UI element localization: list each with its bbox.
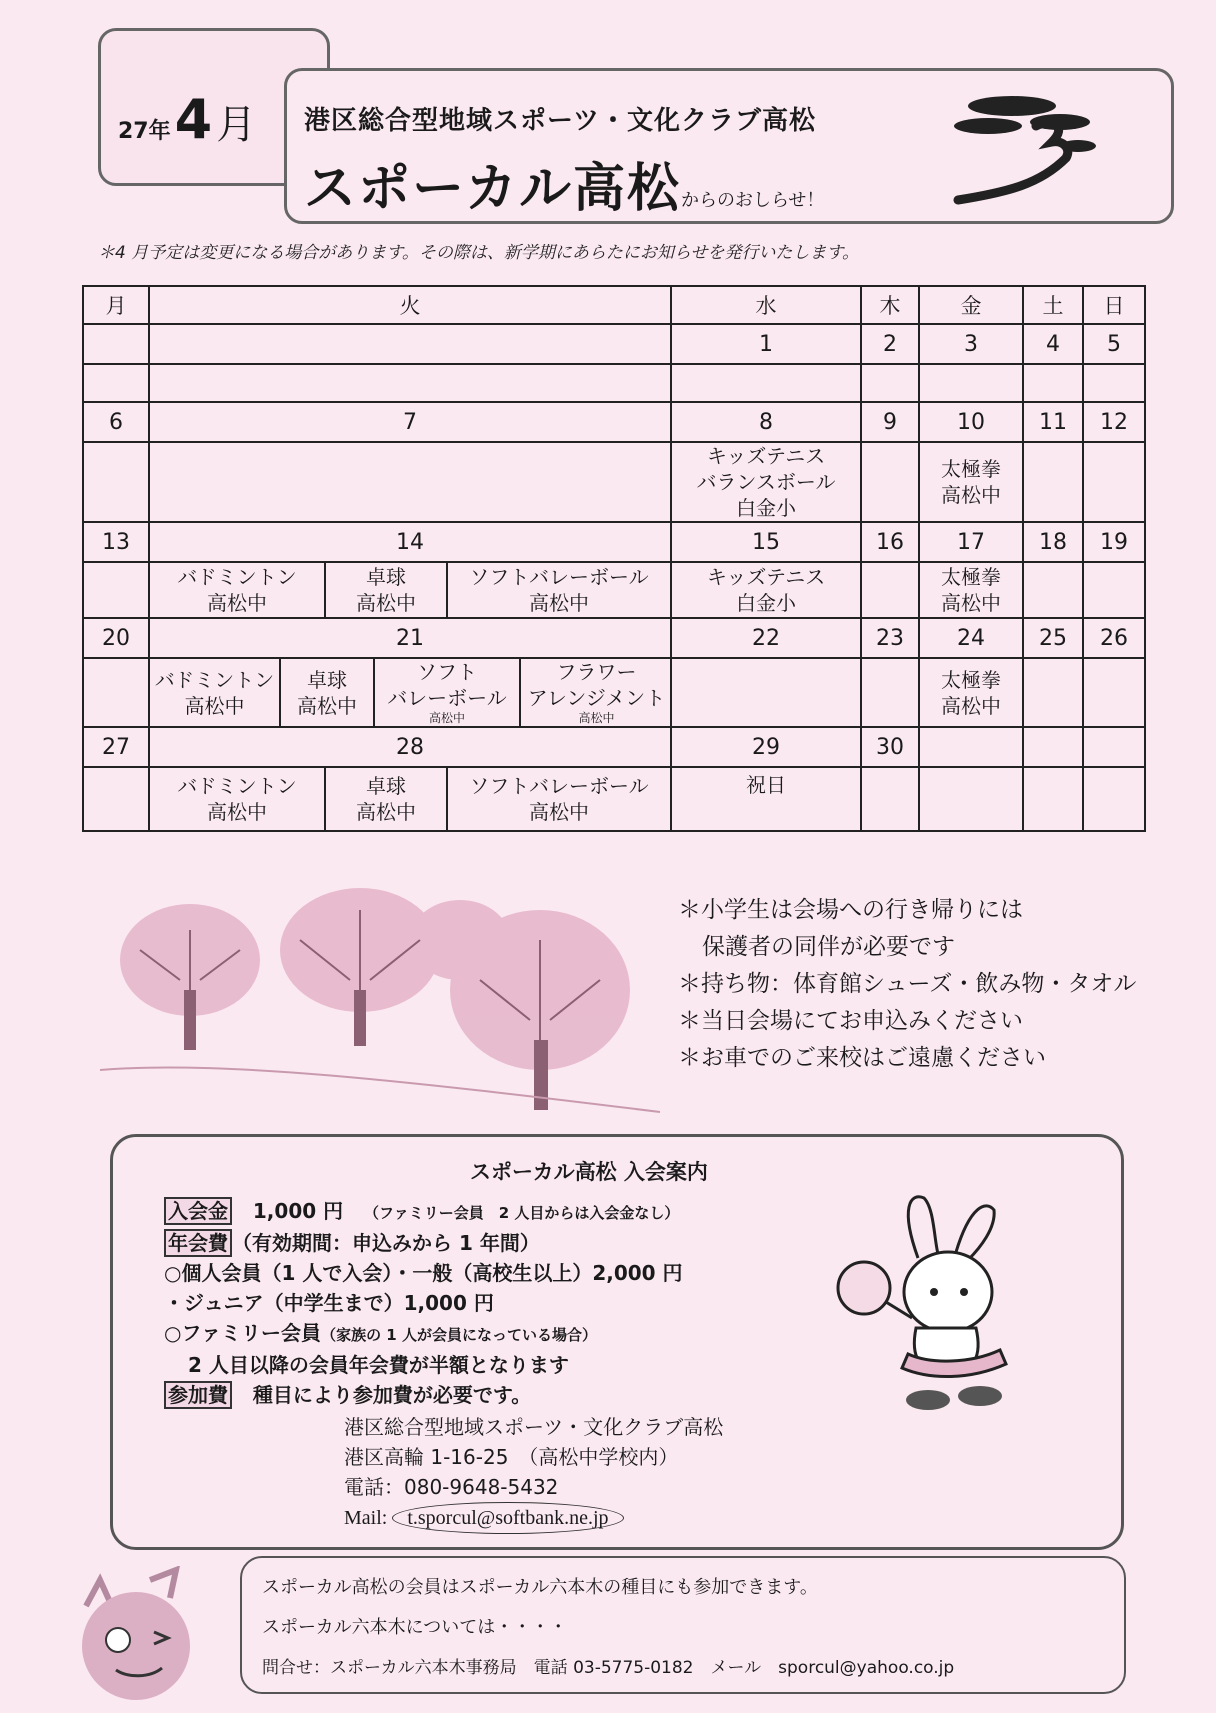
join-guide-body: 入会金 1,000 円 （ファミリー会員 2 人目からは入会金なし） 年会費 （有効期間：申込みから 1 年間） ○個人会員（1 人で入会）・一般（高校生以上）2,000 円 ・ジュニア（中学生まで）1,000 円 ○ファミリー会員（家族の 1 人が会員になっている場合） 2 人目以降の会員年会費が半額となります 参加費 種目により参加費が必要です。 <box>164 1199 683 1407</box>
fee-label: 入会金 <box>164 1197 232 1225</box>
week-2-activities <box>83 442 1145 522</box>
activity-taichi: 太極拳 高松中 <box>919 658 1023 727</box>
date-cell <box>83 324 149 364</box>
activity-badminton: バドミントン 高松中 <box>150 659 280 726</box>
activity-table-tennis: 卓球 高松中 <box>280 659 374 726</box>
page-title: スポーカル高松からのおしらせ！ <box>304 159 825 219</box>
date-cell: 30 <box>861 727 919 767</box>
schedule-calendar <box>82 285 1146 832</box>
activity-soft-volleyball: ソフトバレーボール 高松中 <box>447 767 671 831</box>
date-cell: 20 <box>83 618 149 658</box>
activity-taichi: 太極拳 高松中 <box>919 442 1023 522</box>
date-cell: 5 <box>1083 324 1145 364</box>
date-cell: 27 <box>83 727 149 767</box>
date-cell: 11 <box>1023 402 1083 442</box>
date-cell: 2 <box>861 324 919 364</box>
notice-item: ＊お車でのご来校はご遠慮ください <box>678 1045 1046 1071</box>
activity-taichi: 太極拳 高松中 <box>919 562 1023 618</box>
notice-item: 保護者の同伴が必要です <box>702 934 955 960</box>
date-cell: 28 <box>149 727 671 767</box>
participation-fee-label: 参加費 <box>164 1381 232 1409</box>
week-1-activities <box>83 364 1145 402</box>
date-cell: 8 <box>671 402 861 442</box>
date-cell: 14 <box>149 522 671 562</box>
week-5-dates <box>83 727 1145 767</box>
date-cell: 26 <box>1083 618 1145 658</box>
date-cell <box>1083 727 1145 767</box>
date-cell: 7 <box>149 402 671 442</box>
week-4-dates <box>83 618 1145 658</box>
date-cell: 25 <box>1023 618 1083 658</box>
date-cell <box>919 727 1023 767</box>
rokuhongi-info: スポーカル高松の会員はスポーカル六本木の種目にも参加できます。 スポーカル六本木については・・・・ 問合せ：スポーカル六本木事務局 電話 03-5775-0182 メール sporcul@yahoo.co.jp <box>262 1577 955 1678</box>
contact-info: 港区総合型地域スポーツ・文化クラブ高松 港区高輪 1-16-25 （高松中学校内） 電話：080-9648-5432 Mail: t.sporcul@softbank.ne.jp <box>344 1412 723 1534</box>
activity-table-tennis: 卓球 高松中 <box>325 562 447 618</box>
tuesday-sub-activities <box>150 659 672 726</box>
week-5-activities <box>83 767 1145 831</box>
join-guide-title: スポーカル高松 入会案内 <box>470 1160 708 1184</box>
date-cell: 9 <box>861 402 919 442</box>
weekday-mon: 月 <box>83 286 149 324</box>
date-cell: 15 <box>671 522 861 562</box>
date-cell: 1 <box>671 324 861 364</box>
holiday-label: 祝日 <box>671 767 861 831</box>
notice-item: ＊当日会場にてお申込みください <box>678 1008 1023 1034</box>
week-3-dates <box>83 522 1145 562</box>
date-cell <box>149 324 671 364</box>
date-cell: 21 <box>149 618 671 658</box>
date-cell: 19 <box>1083 522 1145 562</box>
weekday-thu: 木 <box>861 286 919 324</box>
cherry-trees-illustration <box>100 880 660 1130</box>
date-cell: 24 <box>919 618 1023 658</box>
rabbit-mascot-icon <box>830 1188 1050 1412</box>
date-cell: 16 <box>861 522 919 562</box>
date-cell: 29 <box>671 727 861 767</box>
notice-item: ＊小学生は会場への行き帰りには <box>678 897 1023 923</box>
annual-fee-label: 年会費 <box>164 1229 232 1257</box>
activity-badminton: バドミントン 高松中 <box>149 767 325 831</box>
weekday-wed: 水 <box>671 286 861 324</box>
activity-kids-tennis-balance: キッズテニス バランスボール 白金小 <box>671 442 861 522</box>
week-2-dates <box>83 402 1145 442</box>
activity-table-tennis: 卓球 高松中 <box>325 767 447 831</box>
issue-month: 27年4 月 <box>118 88 257 151</box>
round-mascot-icon <box>66 1566 214 1706</box>
date-cell: 13 <box>83 522 149 562</box>
date-cell: 12 <box>1083 402 1145 442</box>
activity-soft-volleyball: ソフトバレーボール 高松中 <box>447 562 671 618</box>
date-cell: 3 <box>919 324 1023 364</box>
weekday-fri: 金 <box>919 286 1023 324</box>
activity-badminton: バドミントン 高松中 <box>149 562 325 618</box>
date-cell: 18 <box>1023 522 1083 562</box>
week-1-dates <box>83 324 1145 364</box>
activity-kids-tennis: キッズテニス 白金小 <box>671 562 861 618</box>
week-3-activities <box>83 562 1145 618</box>
date-cell <box>1023 727 1083 767</box>
pine-tree-icon <box>948 88 1098 206</box>
mail-address-link[interactable]: t.sporcul@softbank.ne.jp <box>392 1502 623 1534</box>
notice-list <box>678 892 1136 1077</box>
activity-soft-volleyball: ソフト バレーボール 高松中 <box>374 659 520 726</box>
date-cell: 17 <box>919 522 1023 562</box>
date-cell: 6 <box>83 402 149 442</box>
date-cell: 4 <box>1023 324 1083 364</box>
notice-item: ＊持ち物：体育館シューズ・飲み物・タオル <box>678 971 1137 997</box>
week-4-activities <box>83 658 1145 727</box>
date-cell: 23 <box>861 618 919 658</box>
weekday-tue: 火 <box>149 286 671 324</box>
weekday-header <box>83 286 1145 324</box>
activity-flower-arrangement: フラワー アレンジメント 高松中 <box>527 660 666 725</box>
date-cell: 22 <box>671 618 861 658</box>
weekday-sat: 土 <box>1023 286 1083 324</box>
weekday-sun: 日 <box>1083 286 1145 324</box>
club-subtitle: 港区総合型地域スポーツ・文化クラブ高松 <box>304 106 816 136</box>
schedule-note: ＊4 月予定は変更になる場合があります。その際は、新学期にあらたにお知らせを発行いたします。 <box>98 243 859 263</box>
date-cell: 10 <box>919 402 1023 442</box>
